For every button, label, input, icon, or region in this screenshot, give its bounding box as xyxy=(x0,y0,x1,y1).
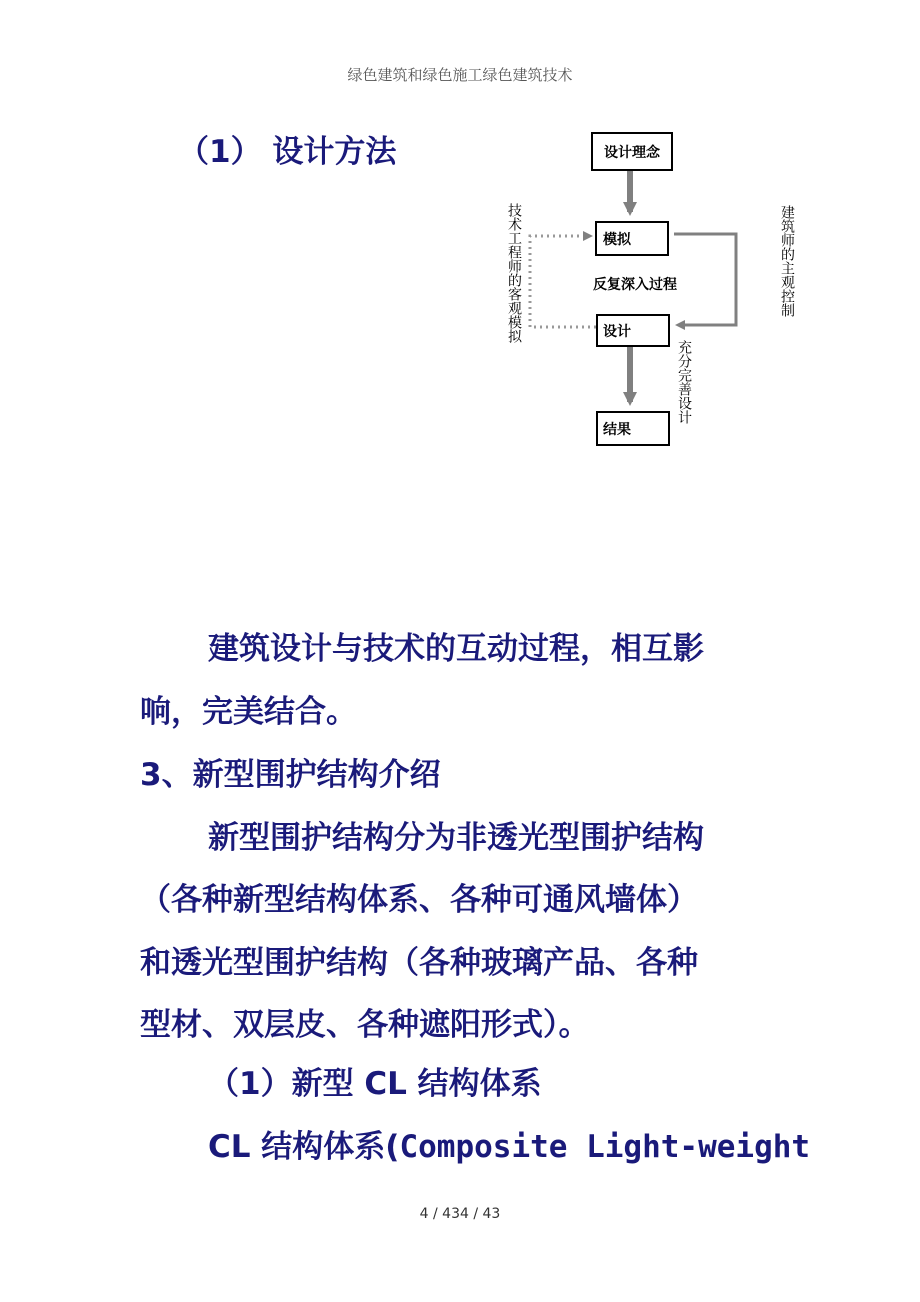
section-heading: （1） 设计方法 xyxy=(178,134,397,170)
paragraph-2-line-4: 型材、双层皮、各种遮阳形式）。 xyxy=(140,1007,590,1043)
section-3-title: 3、新型围护结构介绍 xyxy=(140,757,441,793)
cl-definition-line xyxy=(208,1121,810,1166)
cl-english-term: Composite Light-weight xyxy=(399,1129,811,1165)
box-design-label: 设计 xyxy=(603,324,631,340)
page-header: 绿色建筑和绿色施工绿色建筑技术 xyxy=(347,66,573,84)
right-label: 建筑师的主观控制 xyxy=(779,205,795,317)
paragraph-2-line-1: 新型围护结构分为非透光型围护结构 xyxy=(208,820,704,856)
design-method-diagram xyxy=(0,0,920,470)
paragraph-2-line-2: （各种新型结构体系、各种可通风墙体） xyxy=(140,882,698,918)
subsection-1-title: （1）新型 CL 结构体系 xyxy=(208,1066,542,1102)
arrow-left-loop xyxy=(530,236,596,327)
paragraph-1-line-1: 建筑设计与技术的互动过程，相互影 xyxy=(208,631,704,667)
bottom-label: 充分完善设计 xyxy=(676,340,692,424)
box-simulation-label: 模拟 xyxy=(603,232,631,248)
center-label: 反复深入过程 xyxy=(593,277,677,293)
box-result-label: 结果 xyxy=(603,422,631,438)
paragraph-2-line-3: 和透光型围护结构（各种玻璃产品、各种 xyxy=(140,945,698,981)
box-concept-label: 设计理念 xyxy=(604,145,660,161)
page-number: 4 / 434 / 43 xyxy=(419,1206,501,1222)
left-label: 技术工程师的客观模拟 xyxy=(506,203,522,343)
paragraph-1-line-2: 响，完美结合。 xyxy=(140,694,357,730)
arrow-right-loop xyxy=(674,234,736,325)
cl-prefix: CL 结构体系( xyxy=(208,1129,400,1165)
